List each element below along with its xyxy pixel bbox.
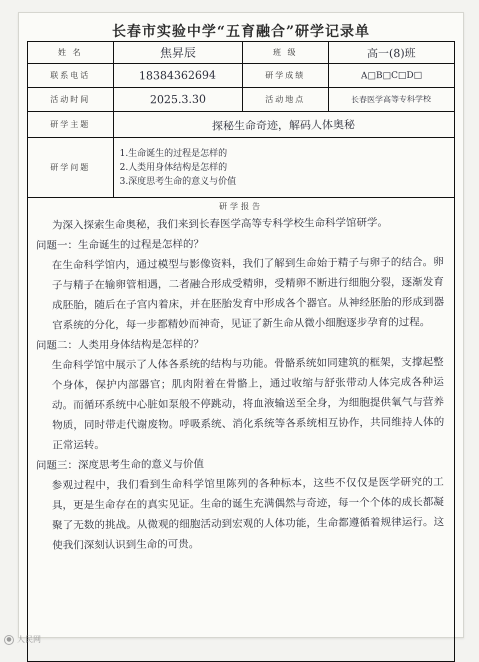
score-value: A□B□C□D□ bbox=[360, 70, 422, 81]
report-title: 研学报告 bbox=[219, 202, 263, 211]
name-label-cell bbox=[28, 42, 114, 63]
questions-label-cell bbox=[28, 138, 114, 197]
watermark-text: 人民网 bbox=[17, 635, 41, 644]
report-paragraph: 在生命科学馆内，通过模型与影像资料，我们了解到生命始于精子与卵子的结合。卵子与精子在输卵管相遇，二者融合形成受精卵，受精卵不断进行细胞分裂，逐渐发育成胚胎，随后在子宫内着床，并在胚胎发育中形成各个器官。从神经胚胎的形成到器官系统的分化，每一步都精妙而神奇，见证了新生命从微小细胞逐步孕育的过程。 bbox=[51, 256, 444, 332]
theme-label-cell bbox=[28, 112, 114, 137]
class-value: 高一(8)班 bbox=[366, 46, 416, 60]
phone-value: 18384362694 bbox=[139, 68, 217, 83]
time-label-cell bbox=[28, 88, 114, 111]
row-theme bbox=[28, 112, 454, 138]
report-section bbox=[28, 198, 454, 661]
name-value: 焦昇辰 bbox=[159, 45, 196, 61]
watermark-logo-icon: ● bbox=[4, 635, 14, 645]
phone-label: 联系电话 bbox=[50, 71, 91, 80]
watermark bbox=[4, 634, 41, 645]
record-sheet bbox=[18, 12, 464, 638]
question-item-2: 2.人类用身体结构是怎样的 bbox=[119, 162, 228, 173]
theme-value: 探秘生命奇迹，解码人体奥秘 bbox=[212, 117, 356, 133]
row-time-place bbox=[28, 88, 454, 112]
phone-label-cell bbox=[28, 64, 114, 87]
score-label: 研学成绩 bbox=[265, 71, 306, 80]
time-value: 2025.3.30 bbox=[149, 92, 206, 107]
question-item-3: 3.深度思考生命的意义与价值 bbox=[119, 176, 237, 187]
score-label-cell bbox=[243, 64, 329, 87]
report-heading-q3: 问题三：深度思考生命的意义与价值 bbox=[36, 458, 205, 472]
phone-value-cell bbox=[114, 64, 243, 87]
class-label: 班 级 bbox=[273, 48, 298, 57]
question-item-1: 1.生命诞生的过程是怎样的 bbox=[119, 148, 228, 159]
report-heading-q2: 问题二：人类用身体结构是怎样的？ bbox=[36, 338, 205, 352]
row-phone-score bbox=[28, 64, 454, 88]
report-paragraph: 生命科学馆中展示了人体各系统的结构与功能。骨骼系统如同建筑的框架，支撑起整个身体，保护内部器官；肌肉附着在骨骼上，通过收缩与舒张带动人体完成各种运动。而循环系统中心脏如泵般不停跳动，将血液输送至全身，为细胞提供氧气与营养物质，同时带走代谢废物。呼吸系统、消化系统等各系统相互协作，共同维持人体的正常运转。 bbox=[51, 356, 444, 452]
place-label: 活动地点 bbox=[265, 95, 306, 104]
name-value-cell bbox=[114, 42, 243, 63]
report-paragraph: 为深入探索生命奥秘，我们来到长春医学高等专科学校生命科学馆研学。 bbox=[51, 216, 389, 232]
sheet-title: 长春市实验中学“五育融合”研学记录单 bbox=[111, 24, 371, 40]
record-table bbox=[27, 41, 455, 662]
theme-value-cell bbox=[114, 112, 454, 137]
name-label: 姓 名 bbox=[58, 48, 83, 57]
report-heading-q1: 问题一：生命诞生的过程是怎样的？ bbox=[36, 238, 205, 252]
row-questions bbox=[28, 138, 454, 198]
time-label: 活动时间 bbox=[50, 95, 91, 104]
place-value: 长春医学高等专科学校 bbox=[351, 94, 432, 105]
class-value-cell bbox=[329, 42, 454, 63]
class-label-cell bbox=[243, 42, 329, 63]
questions-list bbox=[114, 138, 454, 197]
row-name-class bbox=[28, 42, 454, 64]
score-value-cell bbox=[329, 64, 454, 87]
place-value-cell bbox=[329, 88, 454, 111]
report-paragraph: 参观过程中，我们看到生命科学馆里陈列的各种标本，这些不仅仅是医学研究的工具，更是生命存在的真实见证。生命的诞生充满偶然与奇迹，每一个个体的成长都凝聚了无数的挑战。从微观的细胞活动到宏观的人体功能，生命都遵循着规律运行。这使我们深刻认识到生命的可贵。 bbox=[51, 476, 444, 552]
place-label-cell bbox=[243, 88, 329, 111]
questions-label: 研学问题 bbox=[50, 163, 91, 172]
time-value-cell bbox=[114, 88, 243, 111]
theme-label: 研学主题 bbox=[50, 120, 91, 129]
report-body bbox=[36, 214, 444, 657]
